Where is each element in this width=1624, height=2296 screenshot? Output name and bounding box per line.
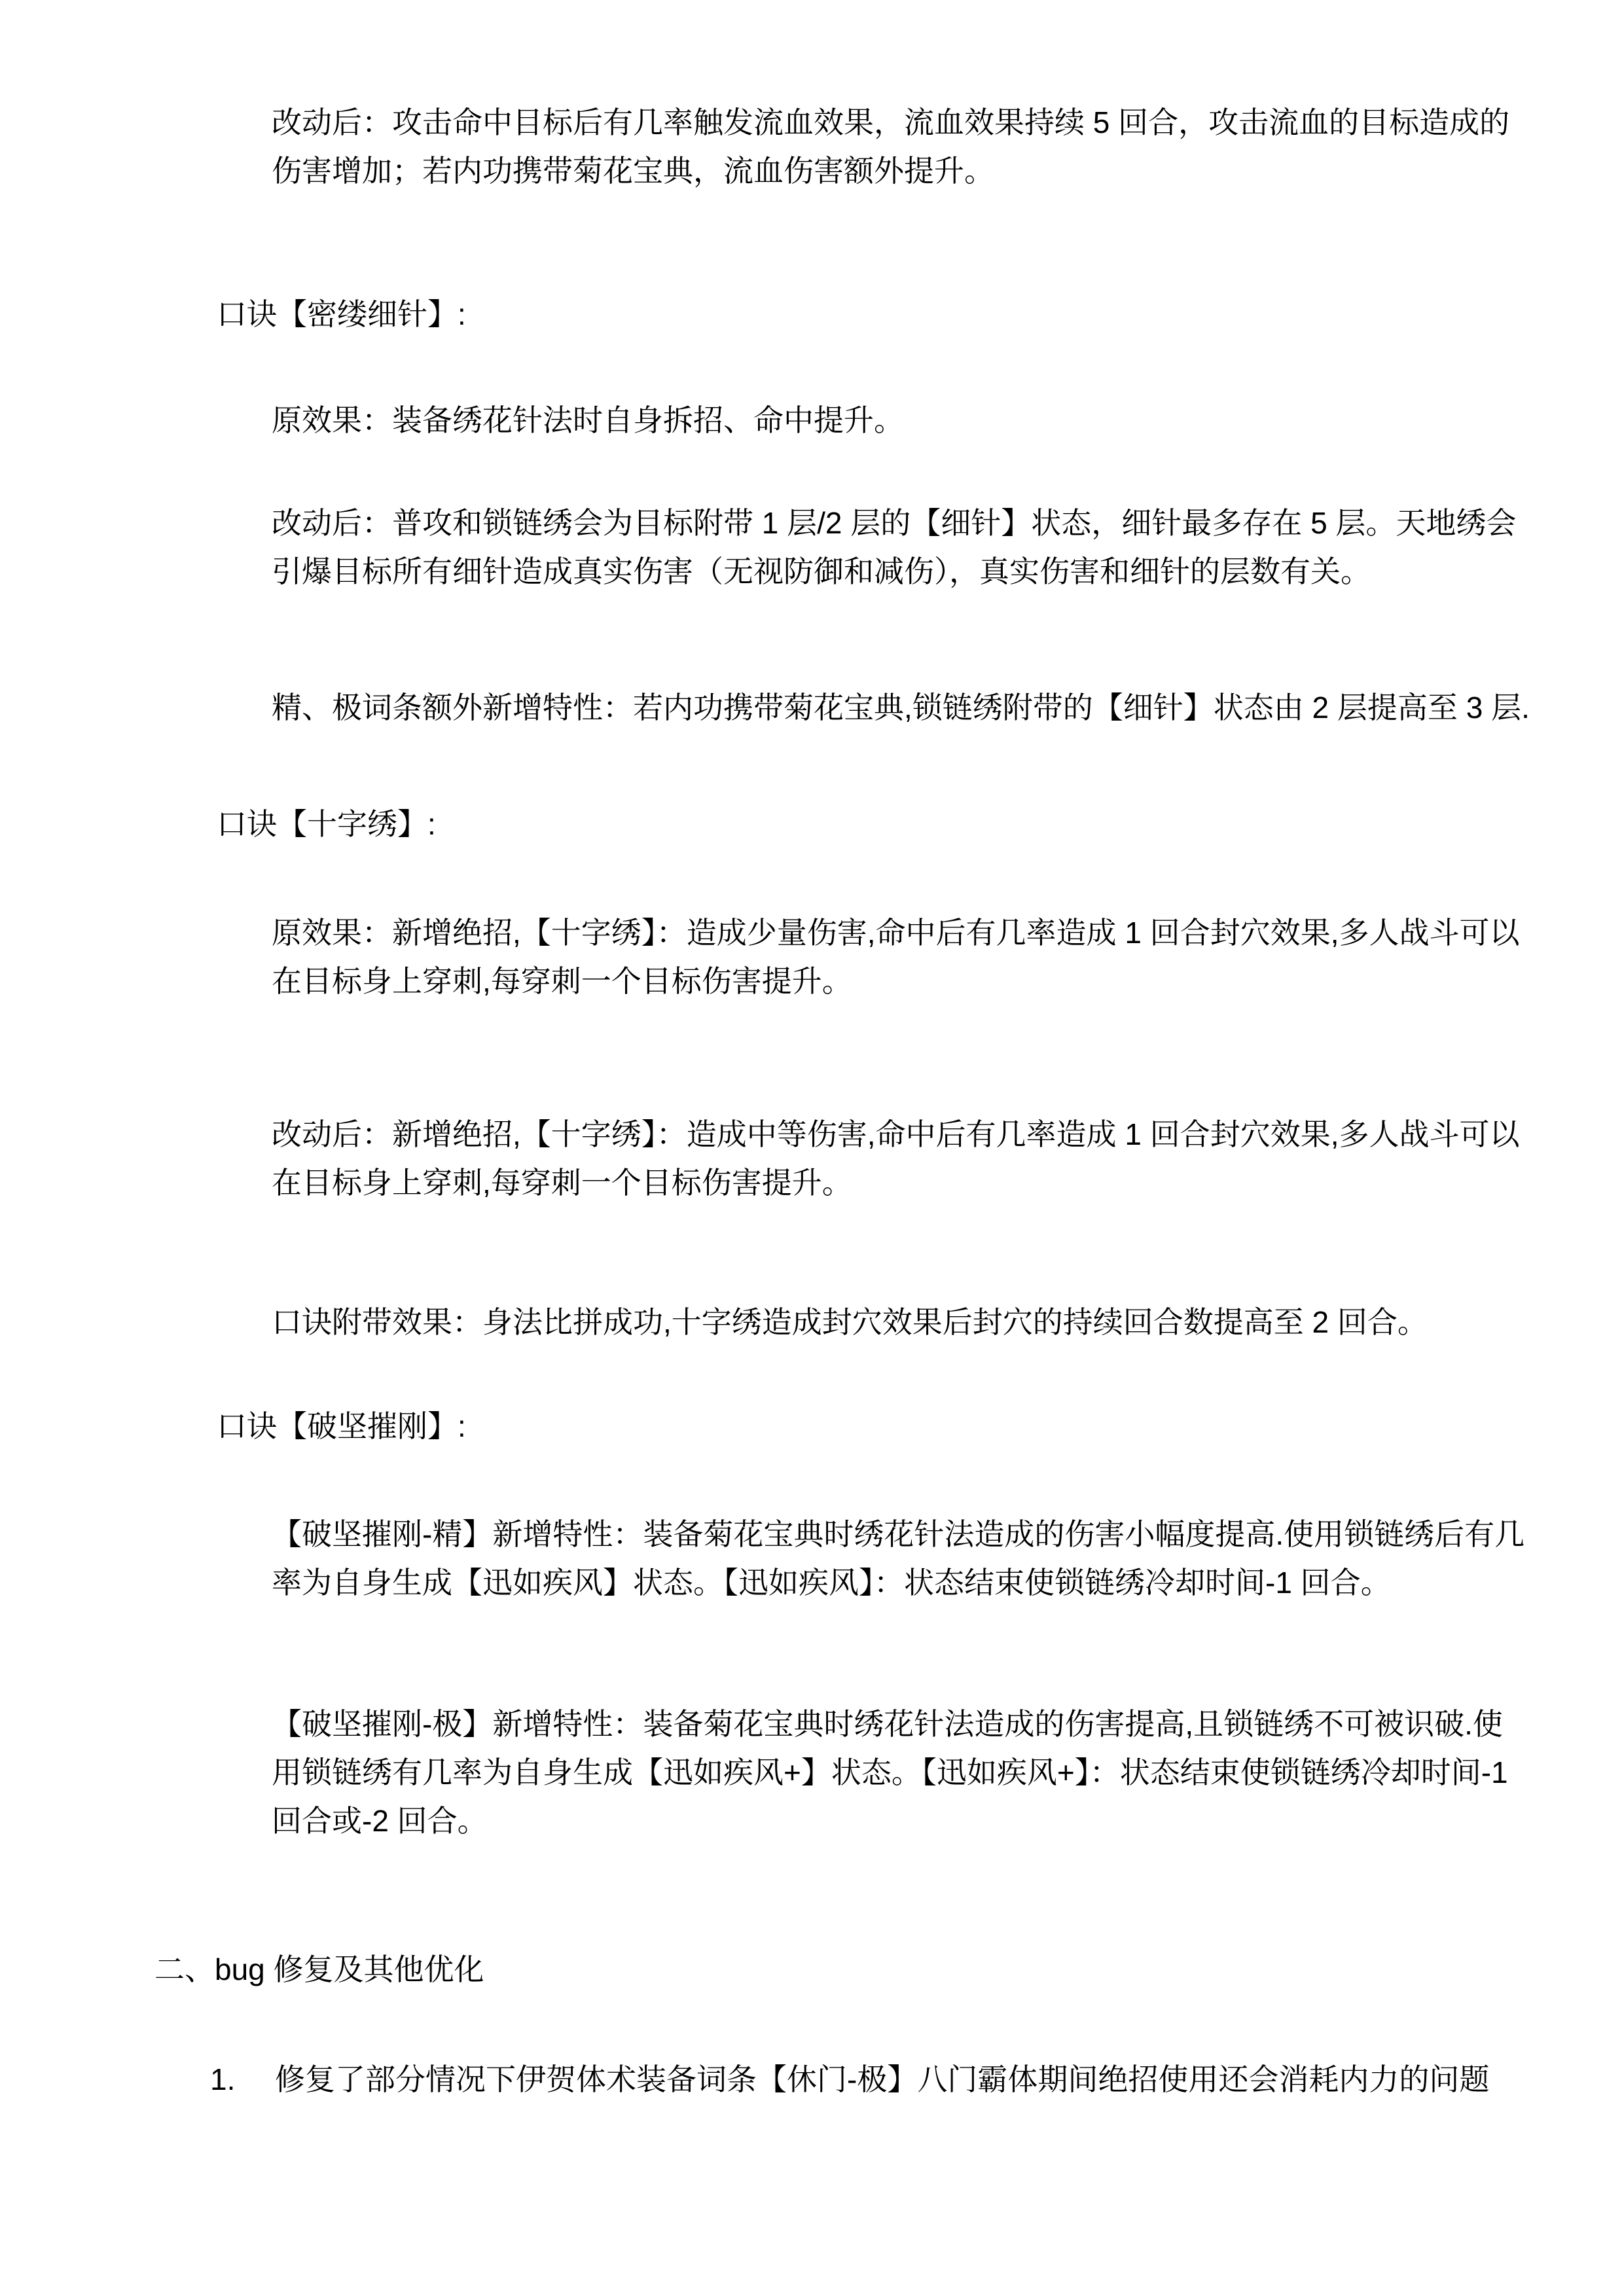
section-heading bbox=[217, 290, 466, 338]
text-line: 原效果：新增绝招,【十字绣】：造成少量伤害,命中后有几率造成 1 回合封穴效果,多人战斗可以 bbox=[272, 916, 1520, 950]
paragraph bbox=[272, 499, 1516, 596]
paragraph bbox=[272, 1510, 1525, 1607]
text-line: 伤害增加；若内功携带菊花宝典，流血伤害额外提升。 bbox=[272, 154, 994, 188]
heading-text: 口诀【破坚摧刚】: bbox=[217, 1409, 466, 1443]
text-line: 在目标身上穿刺,每穿刺一个目标伤害提升。 bbox=[272, 1166, 852, 1200]
paragraph bbox=[272, 1298, 1428, 1346]
paragraph bbox=[272, 1700, 1508, 1845]
text-line: 【破坚摧刚-精】新增特性：装备菊花宝典时绣花针法造成的伤害小幅度提高.使用锁链绣后有几 bbox=[272, 1517, 1525, 1551]
text-line: 原效果：装备绣花针法时自身拆招、命中提升。 bbox=[272, 403, 904, 437]
list-item-number: 1. bbox=[210, 2062, 236, 2096]
heading-text: 口诀【密缕细针】: bbox=[217, 297, 466, 331]
text-line: 口诀附带效果：身法比拼成功,十字绣造成封穴效果后封穴的持续回合数提高至 2 回合。 bbox=[272, 1305, 1428, 1339]
text-line: 回合或-2 回合。 bbox=[272, 1804, 488, 1838]
text-line: 率为自身生成【迅如疾风】状态。【迅如疾风】：状态结束使锁链绣冷却时间-1 回合。 bbox=[272, 1566, 1391, 1600]
heading-text: 口诀【十字绣】: bbox=[217, 807, 436, 841]
text-line: 用锁链绣有几率为自身生成【迅如疾风+】状态。【迅如疾风+】：状态结束使锁链绣冷却时间-1 bbox=[272, 1755, 1508, 1789]
list-item bbox=[210, 2055, 1489, 2104]
paragraph bbox=[272, 98, 1509, 195]
section-heading bbox=[217, 800, 436, 848]
text-line: 在目标身上穿刺,每穿刺一个目标伤害提升。 bbox=[272, 964, 852, 998]
text-line: 改动后：新增绝招,【十字绣】：造成中等伤害,命中后有几率造成 1 回合封穴效果,多人战斗可以 bbox=[272, 1117, 1520, 1151]
heading-text: 二、bug 修复及其他优化 bbox=[154, 1952, 484, 1986]
text-line: 精、极词条额外新增特性：若内功携带菊花宝典,锁链绣附带的【细针】状态由 2 层提高至 3 层. bbox=[272, 691, 1530, 725]
section-heading bbox=[217, 1402, 466, 1450]
list-item-text: 修复了部分情况下伊贺体术装备词条【休门-极】八门霸体期间绝招使用还会消耗内力的问题 bbox=[275, 2062, 1490, 2096]
paragraph bbox=[272, 908, 1519, 1005]
text-line: 改动后：攻击命中目标后有几率触发流血效果，流血效果持续 5 回合，攻击流血的目标造成的 bbox=[272, 105, 1510, 139]
text-line: 改动后：普攻和锁链绣会为目标附带 1 层/2 层的【细针】状态，细针最多存在 5 层。天地绣会 bbox=[272, 506, 1517, 540]
section-heading-bugfix bbox=[154, 1945, 484, 1994]
paragraph bbox=[272, 683, 1530, 732]
text-line: 引爆目标所有细针造成真实伤害（无视防御和减伤），真实伤害和细针的层数有关。 bbox=[272, 554, 1371, 588]
paragraph bbox=[272, 1110, 1519, 1207]
paragraph bbox=[272, 396, 904, 444]
text-line: 【破坚摧刚-极】新增特性：装备菊花宝典时绣花针法造成的伤害提高,且锁链绣不可被识破.使 bbox=[272, 1707, 1503, 1741]
